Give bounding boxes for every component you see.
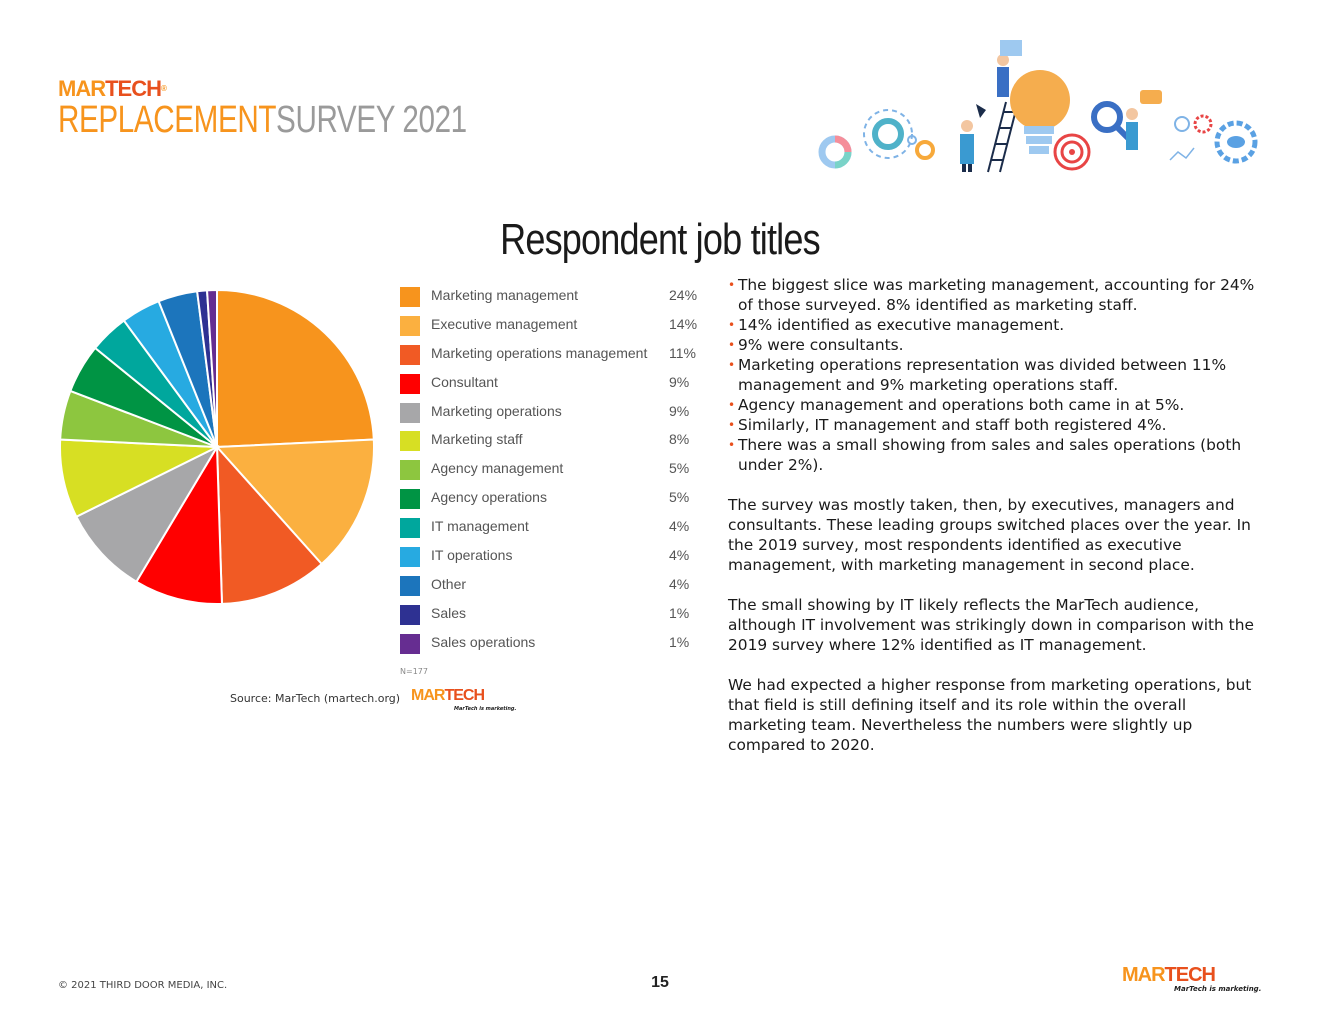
legend-value: 11% [669, 344, 696, 361]
legend-value: 4% [669, 575, 690, 592]
legend-value: 14% [669, 315, 698, 332]
legend-value: 9% [669, 373, 690, 390]
legend-item [400, 630, 710, 659]
small-logo-tagline: MarTech is marketing. [454, 706, 517, 712]
legend-label: IT operations [431, 547, 513, 564]
key-findings-list [728, 275, 1268, 475]
legend-value: 8% [669, 431, 690, 448]
legend-swatch [400, 518, 420, 538]
legend-swatch [400, 576, 420, 596]
magnifier-person-icon [1094, 90, 1162, 150]
gear-icon [864, 110, 933, 158]
page-number: 15 [651, 974, 669, 991]
lightbulb-icon [1010, 70, 1070, 154]
legend-swatch [400, 403, 420, 423]
legend-label: Agency operations [431, 489, 547, 506]
legend-item [400, 601, 710, 630]
legend-value: 1% [669, 633, 690, 650]
finding-item: • 9% were consultants. [728, 335, 1268, 355]
legend-swatch [400, 287, 420, 307]
legend-item [400, 283, 710, 312]
report-title [58, 100, 467, 140]
legend-item [400, 572, 710, 601]
legend-item [400, 370, 710, 399]
legend-swatch [400, 431, 420, 451]
legend-item [400, 543, 710, 572]
legend-swatch [400, 374, 420, 394]
legend-swatch [400, 345, 420, 365]
pie-slice-marketing-management [217, 290, 374, 447]
martech-small-logo: MARTECH [411, 687, 484, 704]
martech-logo: MARTECH® [58, 76, 166, 101]
legend-value: 5% [669, 460, 690, 477]
legend-label: Other [431, 575, 467, 592]
legend-swatch [400, 605, 420, 625]
marketing-illustration [810, 32, 1270, 177]
legend-item [400, 341, 710, 370]
legend-value: 1% [669, 604, 690, 621]
pie-chart [50, 280, 390, 620]
legend-label: Marketing management [431, 287, 579, 303]
legend-label: Consultant [431, 373, 498, 390]
report-title-a: REPLACEMENT [58, 99, 277, 141]
donut-icon [822, 139, 848, 165]
finding-item: • Marketing operations representation was divided between 11% management and 9% marketing operations staff. [728, 355, 1268, 395]
legend-label: Marketing operations [431, 402, 562, 419]
legend-swatch [400, 489, 420, 509]
legend-swatch [400, 547, 420, 567]
legend-label: Marketing staff [431, 431, 523, 448]
sample-size-note: N=177 [400, 667, 428, 676]
legend-item [400, 456, 710, 485]
finding-item: • There was a small showing from sales and sales operations (both under 2%). [728, 435, 1268, 475]
legend-label: Executive management [431, 315, 578, 332]
chart-title: Respondent job titles [500, 215, 820, 264]
legend-item [400, 514, 710, 543]
legend-swatch [400, 460, 420, 480]
analysis-paragraph: We had expected a higher response from marketing operations, but that field is still defining itself and its role within the overall marketing team. Nevertheless the numbers were slightly up compared to 2020. [728, 676, 1252, 754]
legend-value: 5% [669, 489, 690, 506]
finding-item: • The biggest slice was marketing management, accounting for 24% of those surveyed. 8% identified as marketing staff. [728, 275, 1268, 315]
analysis-text [728, 275, 1268, 755]
finding-item: • Similarly, IT management and staff both registered 4%. [728, 415, 1268, 435]
target-icon [1055, 135, 1089, 169]
legend-label: Marketing operations management [431, 344, 648, 361]
analysis-paragraph: The survey was mostly taken, then, by executives, managers and consultants. These leading groups switched places over the year. In the 2019 survey, most respondents identified as executive management, with marketing management in second place. [728, 496, 1251, 574]
legend-item [400, 427, 710, 456]
legend-item [400, 485, 710, 514]
legend-label: IT management [431, 518, 529, 535]
analysis-paragraph: The small showing by IT likely reflects the MarTech audience, although IT involvement was strikingly down in comparison with the 2019 survey where 12% identified as IT management. [728, 596, 1254, 654]
legend-swatch [400, 634, 420, 654]
footer-logo: MARTECH [1122, 964, 1215, 986]
copyright: © 2021 THIRD DOOR MEDIA, INC. [58, 980, 228, 991]
legend-item [400, 312, 710, 341]
legend-label: Sales operations [431, 633, 536, 650]
footer-tagline: MarTech is marketing. [1174, 985, 1262, 993]
legend-value: 9% [669, 402, 690, 419]
report-title-b: SURVEY 2021 [276, 99, 467, 141]
chart-legend [400, 283, 710, 659]
legend-swatch [400, 316, 420, 336]
legend-value: 24% [669, 287, 698, 303]
legend-value: 4% [669, 547, 690, 564]
finding-item: • 14% identified as executive management. [728, 315, 1268, 335]
legend-item [400, 399, 710, 428]
chart-source: Source: MarTech (martech.org) [230, 692, 401, 705]
finding-item: • Agency management and operations both came in at 5%. [728, 395, 1268, 415]
legend-label: Agency management [431, 460, 564, 477]
legend-value: 4% [669, 518, 690, 535]
cloud-gear-icon [1170, 116, 1255, 161]
legend-label: Sales [431, 604, 467, 621]
